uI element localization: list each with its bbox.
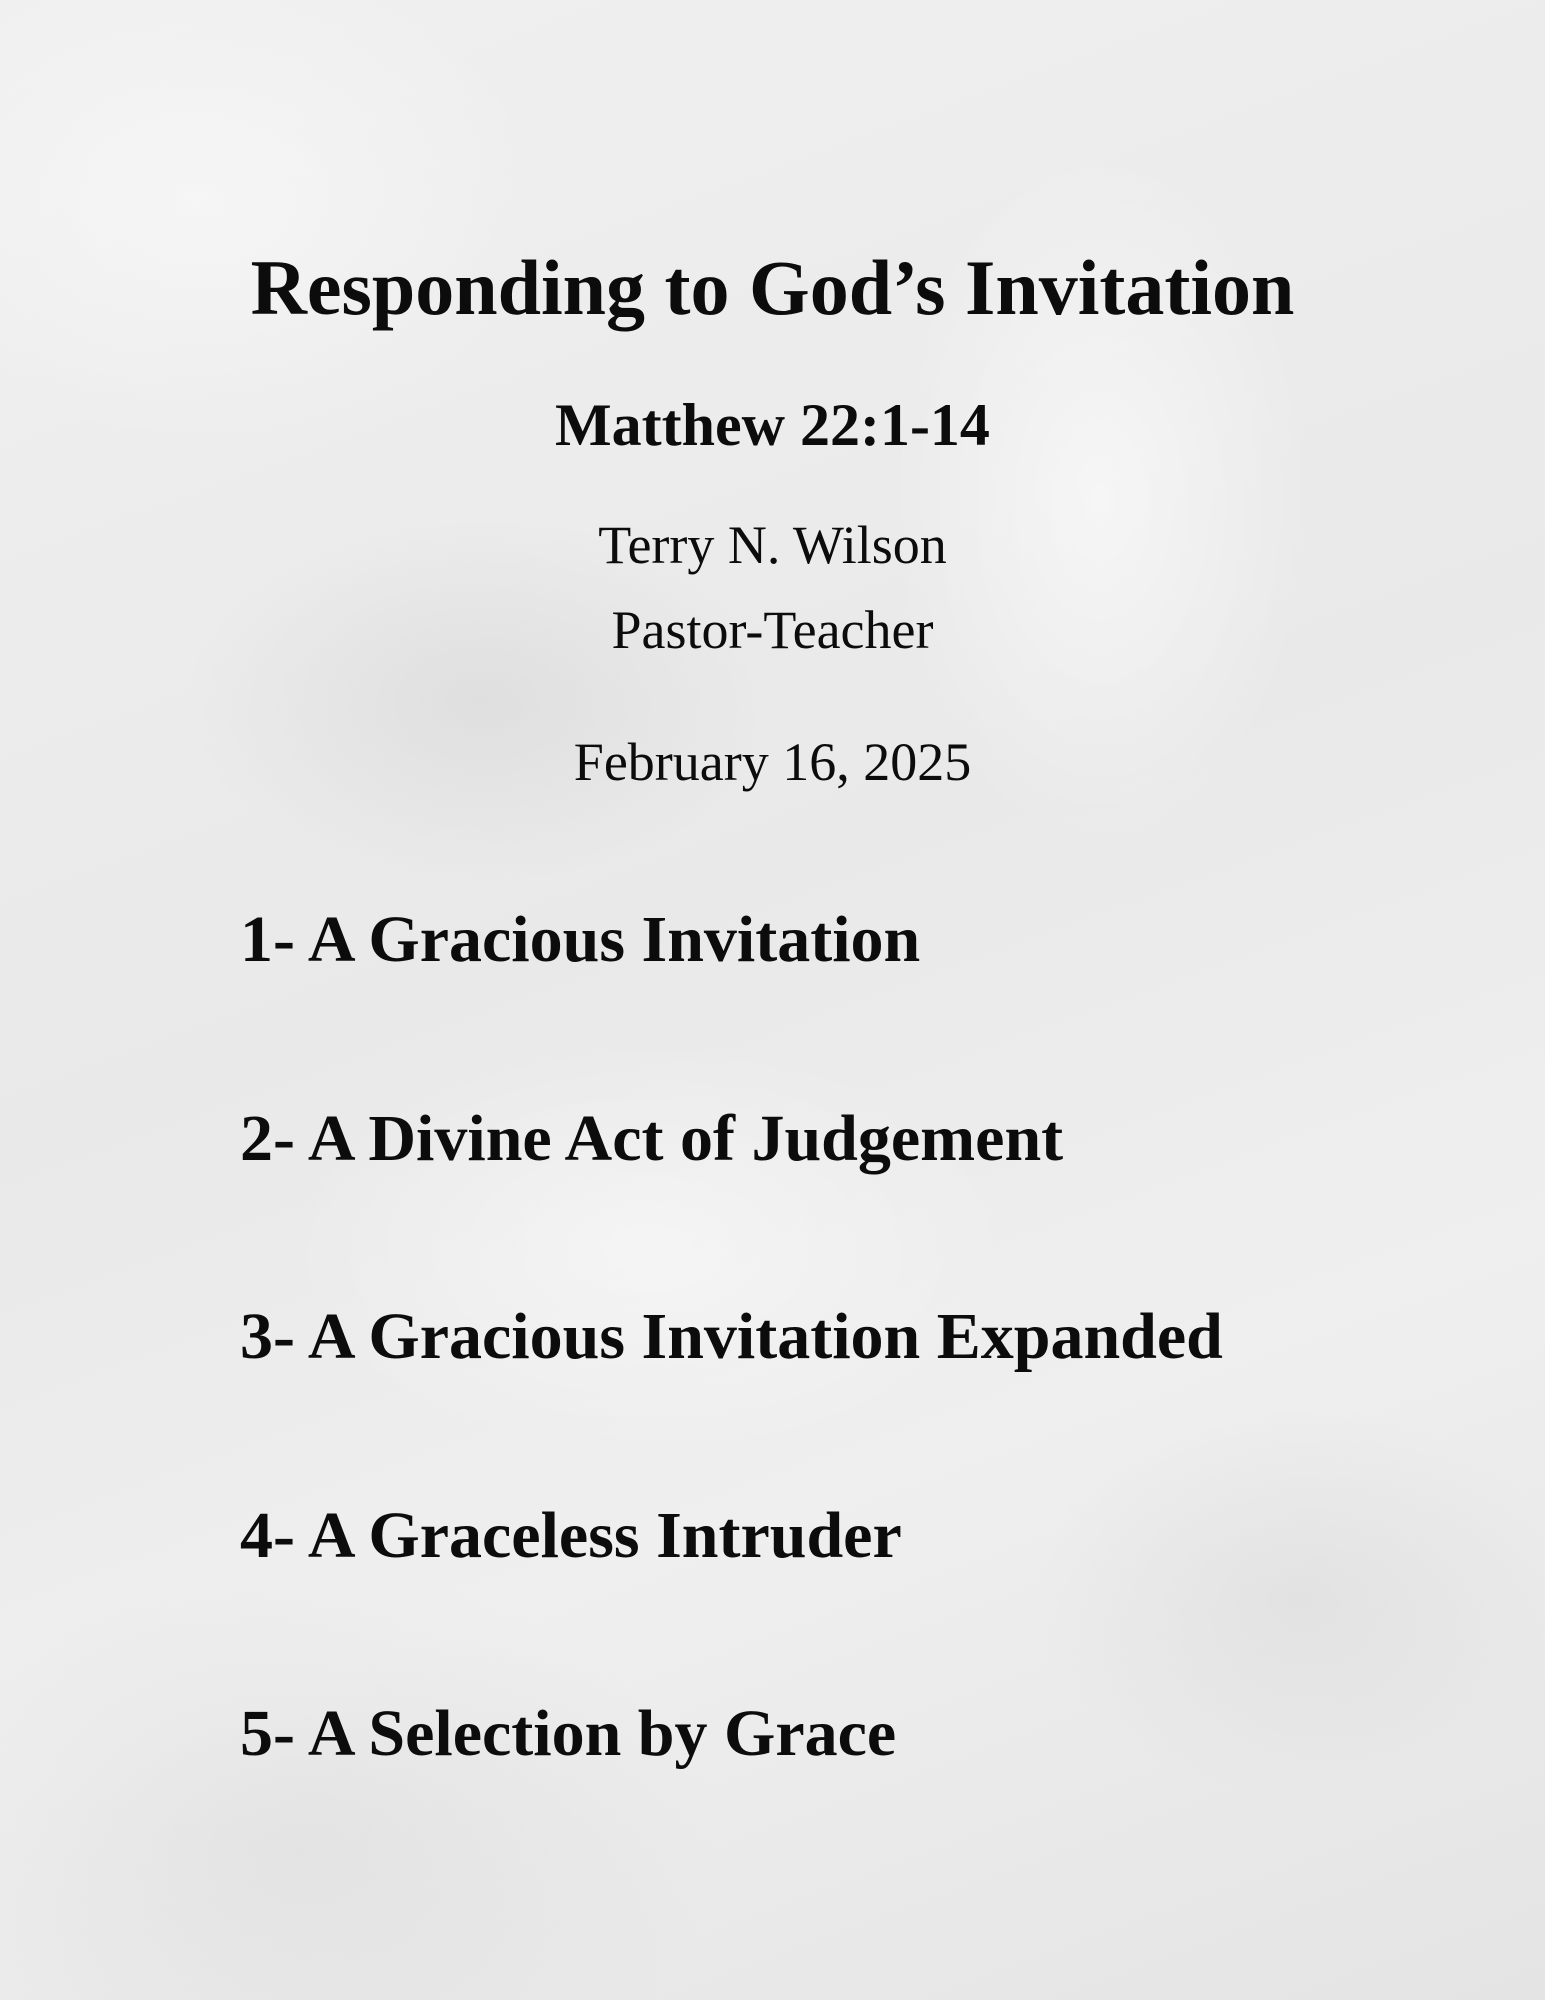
author-name: Terry N. Wilson xyxy=(598,515,947,575)
outline-point: 1- A Gracious Invitation xyxy=(240,903,921,976)
outline-list xyxy=(240,890,1500,1883)
outline-point: 3- A Gracious Invitation Expanded xyxy=(240,1300,1223,1373)
author-role: Pastor-Teacher xyxy=(611,600,934,660)
outline-point: 5- A Selection by Grace xyxy=(240,1697,897,1770)
scripture-reference: Matthew 22:1-14 xyxy=(555,392,990,458)
outline-point: 2- A Divine Act of Judgement xyxy=(240,1101,1064,1175)
sermon-date: February 16, 2025 xyxy=(573,732,972,792)
outline-point: 4- A Graceless Intruder xyxy=(240,1498,902,1572)
sermon-title: Responding to God’s Invitation xyxy=(250,244,1295,331)
